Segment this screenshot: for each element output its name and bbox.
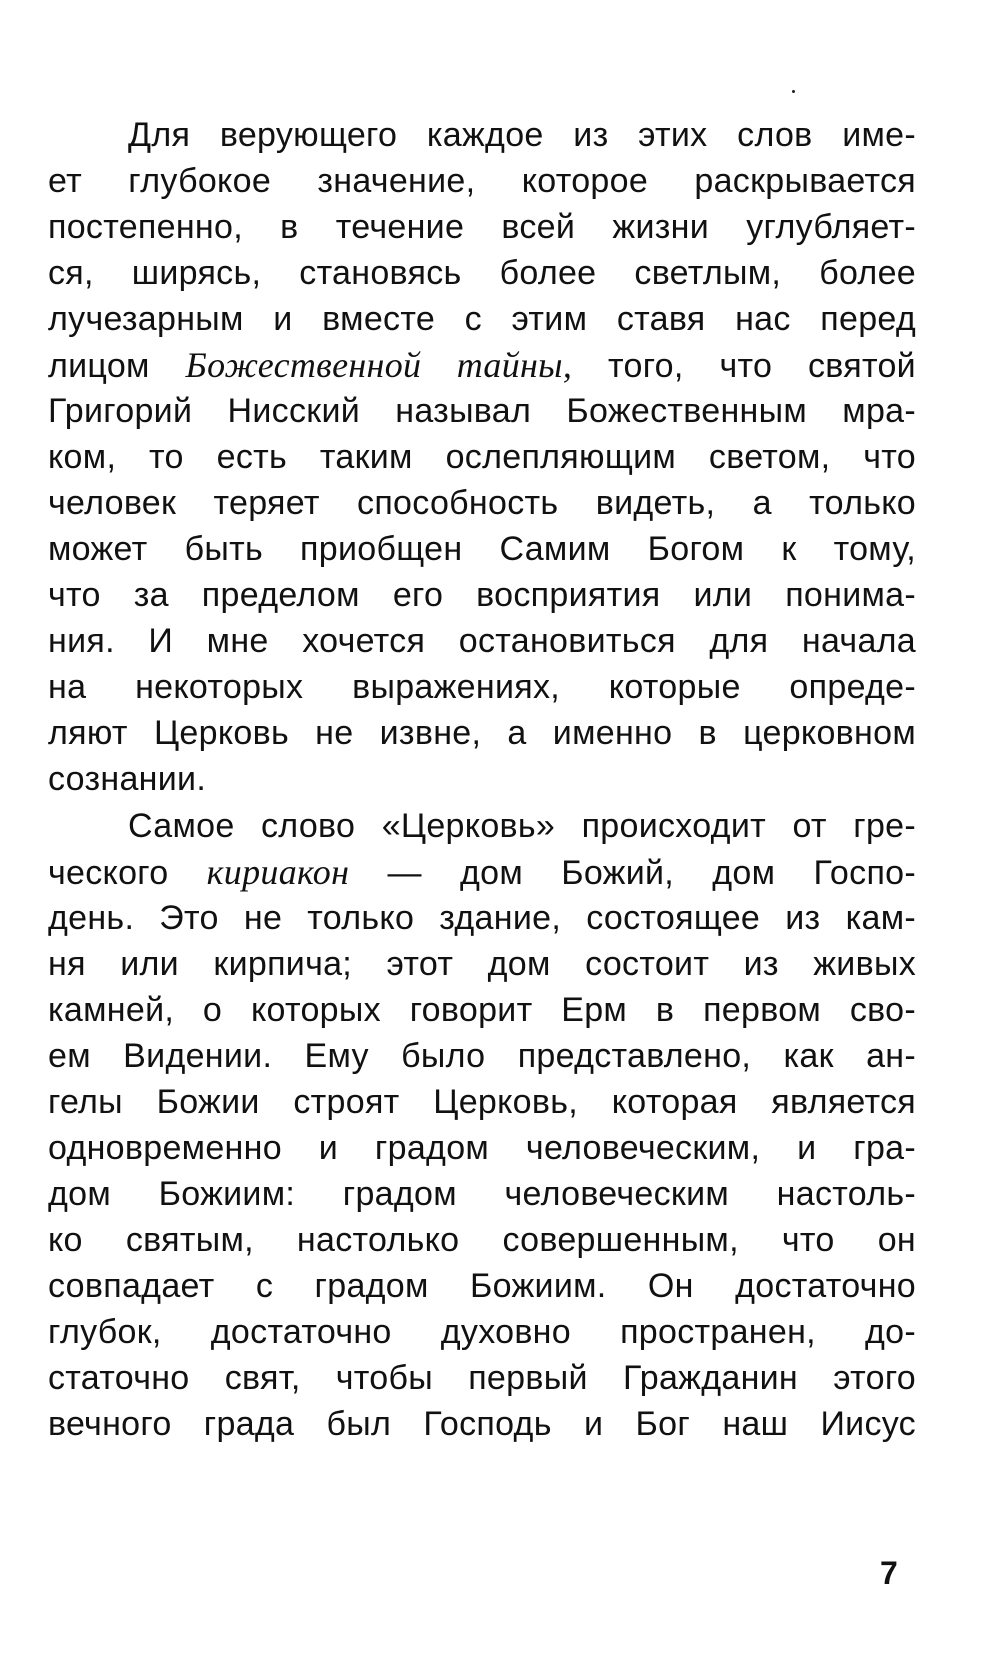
text-line: дом Божиим: градом человеческим настоль- — [48, 1175, 916, 1213]
text-line: постепенно, в течение всей жизни углубляет- — [48, 208, 916, 246]
text-line: лучезарным и вместе с этим ставя нас перед — [48, 300, 916, 338]
text-line: ния. И мне хочется остановиться для начала — [48, 622, 916, 660]
text-line: может быть приобщен Самим Богом к тому, — [48, 530, 916, 568]
text-line: Для верующего каждое из этих слов име- — [128, 116, 916, 154]
text-run: лицом — [48, 347, 186, 385]
text-line — [48, 849, 916, 895]
text-line: ет глубокое значение, которое раскрывается — [48, 162, 916, 200]
text-line: Самое слово «Церковь» происходит от гре- — [128, 807, 916, 845]
text-run: — дом Божий, дом Госпо- — [349, 854, 916, 892]
text-line: совпадает с градом Божиим. Он достаточно — [48, 1267, 916, 1305]
text-line: одновременно и градом человеческим, и гра- — [48, 1129, 916, 1167]
text-line — [48, 342, 916, 388]
text-line: день. Это не только здание, состоящее из кам- — [48, 899, 916, 937]
text-line: вечного града был Господь и Бог наш Иисус — [48, 1405, 916, 1443]
text-line: на некоторых выражениях, которые опреде- — [48, 668, 916, 706]
text-run: ческого — [48, 854, 207, 892]
italic-term: кириакон — [206, 852, 350, 892]
text-line: ко святым, настолько совершенным, что он — [48, 1221, 916, 1259]
text-line: статочно свят, чтобы первый Гражданин этого — [48, 1359, 916, 1397]
text-line: гелы Божии строят Церковь, которая является — [48, 1083, 916, 1121]
text-line: человек теряет способность видеть, а только — [48, 484, 916, 522]
text-run: того, что святой — [572, 347, 916, 385]
text-line: ня или кирпича; этот дом состоит из живых — [48, 945, 916, 983]
text-line: ем Видении. Ему было представлено, как ан- — [48, 1037, 916, 1075]
text-line: ком, то есть таким ослепляющим светом, что — [48, 438, 916, 476]
text-line: сознании. — [48, 760, 207, 798]
page-number: 7 — [880, 1555, 898, 1591]
italic-term: Божественной тайны, — [185, 345, 573, 385]
text-line: Григорий Нисский называл Божественным мра- — [48, 392, 916, 430]
text-line: что за пределом его восприятия или понима- — [48, 576, 916, 614]
text-line: ся, ширясь, становясь более светлым, более — [48, 254, 916, 292]
text-line: камней, о которых говорит Ерм в первом сво- — [48, 991, 916, 1029]
text-line: глубок, достаточно духовно пространен, до- — [48, 1313, 916, 1351]
print-speck — [792, 90, 795, 93]
text-line: ляют Церковь не извне, а именно в церковном — [48, 714, 916, 752]
